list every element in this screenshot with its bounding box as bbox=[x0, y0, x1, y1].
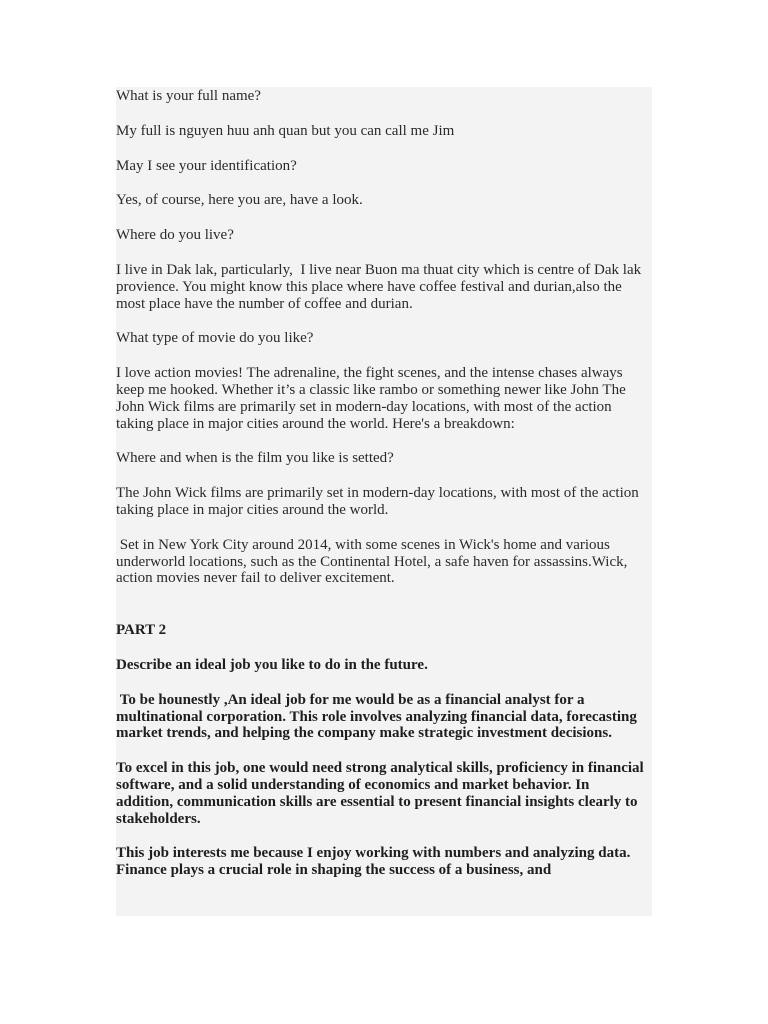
document-body bbox=[116, 87, 652, 916]
paragraph-question-identification: May I see your identification? bbox=[116, 157, 297, 174]
paragraph-answer-identification: Yes, of course, here you are, have a look. bbox=[116, 192, 363, 209]
part2-question: Describe an ideal job you like to do in the future. bbox=[116, 656, 428, 673]
paragraph-answer-name: My full is nguyen huu anh quan but you can call me Jim bbox=[116, 122, 455, 139]
paragraph-question-setting: Where and when is the film you like is setted? bbox=[116, 450, 394, 467]
paragraph-setting-details: Set in New York City around 2014, with some scenes in Wick's home and various underworld locations, such as the Continental Hotel, a safe haven for assassins.Wick, action movies never fail to deliver excitement. bbox=[116, 536, 632, 587]
paragraph-question-name: What is your full name? bbox=[116, 88, 261, 104]
part2-heading: PART 2 bbox=[116, 622, 167, 639]
paragraph-question-movie: What type of movie do you like? bbox=[116, 330, 314, 347]
paragraph-answer-setting: The John Wick films are primarily set in modern-day locations, with most of the action taking place in major cities around the world. bbox=[116, 485, 643, 518]
part2-answer-2: To excel in this job, one would need strong analytical skills, proficiency in financial software, and a solid understanding of economics and market behavior. In addition, communication skills are essential to present financial insights clearly to stakeholders. bbox=[116, 760, 648, 827]
paragraph-answer-movie: I love action movies! The adrenaline, the fight scenes, and the intense chases always keep me hooked. Whether it’s a classic like rambo or something newer like John The John Wick films are primarily set in modern-day locations, with most of the action taking place in major cities around the world. Here's a breakdown: bbox=[116, 365, 630, 432]
document-text bbox=[116, 87, 648, 897]
paragraph-answer-live: I live in Dak lak, particularly, I live near Buon ma thuat city which is centre of Dak lak provience. You might know this place where have coffee festival and durian,also the most place have the number of coffee and durian. bbox=[116, 261, 645, 312]
part2-answer-1: To be hounestly ,An ideal job for me would be as a financial analyst for a multinational corporation. This role involves analyzing financial data, forecasting market trends, and helping the company make strategic investment decisions. bbox=[116, 691, 641, 742]
paragraph-question-live: Where do you live? bbox=[116, 227, 234, 244]
part2-answer-3: This job interests me because I enjoy working with numbers and analyzing data. Finance plays a crucial role in shaping the success of a business, and bbox=[116, 845, 635, 879]
